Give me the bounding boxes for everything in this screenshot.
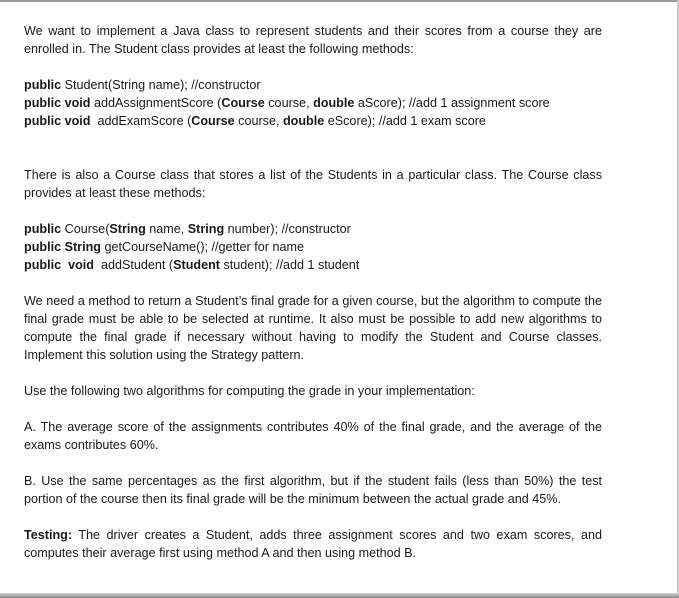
document-content: [24, 22, 602, 562]
testing-label: Testing:: [24, 528, 73, 542]
algorithm-a: A. The average score of the assignments contributes 40% of the final grade, and the average of the exams contributes 60%.: [24, 420, 602, 452]
student-constructor: public Student(String name); //constructor: [24, 78, 261, 92]
course-methods: [24, 220, 602, 274]
get-course-name-method: public String getCourseName(); //getter for name: [24, 240, 304, 254]
bottom-border: [0, 593, 679, 598]
course-intro-paragraph: There is also a Course class that stores a list of the Students in a particular class. The Course class provides at least these methods:: [24, 168, 602, 200]
intro-paragraph: We want to implement a Java class to represent students and their scores from a course they are enrolled in. The Student class provides at least the following methods:: [24, 24, 602, 56]
testing-text: The driver creates a Student, adds three assignment scores and two exam scores, and computes their average first using method A and then using method B.: [24, 528, 602, 560]
algorithms-intro: Use the following two algorithms for computing the grade in your implementation:: [24, 384, 475, 398]
strategy-paragraph: We need a method to return a Student’s final grade for a given course, but the algorithm to compute the final grade must be able to be selected at runtime. It also must be possible to add new algorithms to compute the final grade if necessary without having to modify the Student and Course classes. Implement this solution using the Strategy pattern.: [24, 294, 602, 362]
testing-paragraph: [24, 526, 602, 562]
algorithm-b: B. Use the same percentages as the first algorithm, but if the student fails (less than 50%) the test portion of the course then its final grade will be the minimum between the actual grade and 45%.: [24, 474, 602, 506]
student-methods: [24, 76, 602, 130]
top-border: [0, 0, 679, 2]
course-constructor: public Course(String name, String number); //constructor: [24, 222, 351, 236]
add-assignment-score-method: public void addAssignmentScore (Course course, double aScore); //add 1 assignment score: [24, 96, 550, 110]
add-exam-score-method: public void addExamScore (Course course, double eScore); //add 1 exam score: [24, 114, 486, 128]
add-student-method: public void addStudent (Student student); //add 1 student: [24, 258, 360, 272]
